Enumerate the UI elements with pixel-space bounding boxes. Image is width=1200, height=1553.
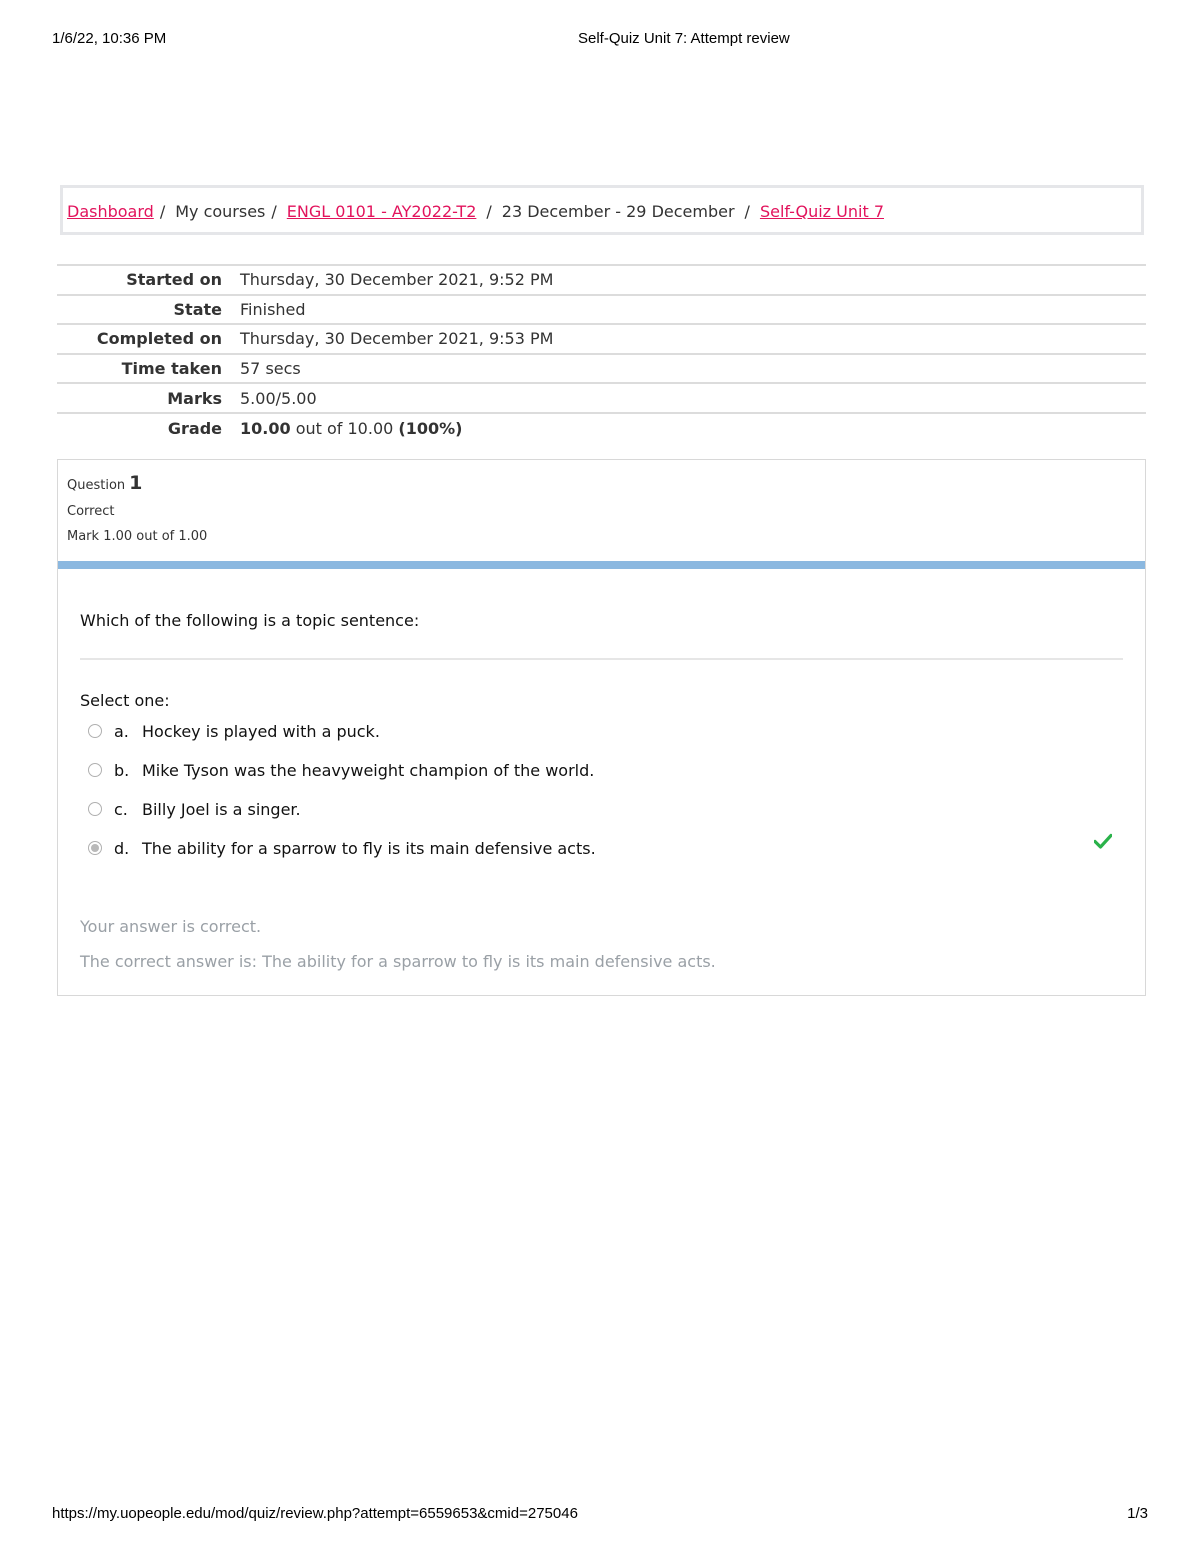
summary-label: Completed on xyxy=(57,324,240,354)
summary-label: Started on xyxy=(57,265,240,295)
breadcrumb-week: 23 December - 29 December xyxy=(501,202,735,221)
print-page-number: 1/3 xyxy=(1127,1505,1148,1522)
summary-row-grade xyxy=(57,413,1146,443)
answer-text: Mike Tyson was the heavyweight champion of the world. xyxy=(142,761,595,780)
select-one-prompt: Select one: xyxy=(80,691,170,710)
breadcrumb-container xyxy=(60,185,1144,235)
summary-row-started xyxy=(57,265,1146,295)
question-card xyxy=(57,459,1146,996)
question-label: Question xyxy=(67,478,126,493)
radio-button[interactable] xyxy=(88,802,102,816)
answer-text: Hockey is played with a puck. xyxy=(142,722,380,741)
print-date: 1/6/22, 10:36 PM xyxy=(52,30,167,47)
breadcrumb-dashboard-link[interactable]: Dashboard xyxy=(67,202,154,221)
summary-value: 57 secs xyxy=(240,354,1146,384)
question-mark: Mark 1.00 out of 1.00 xyxy=(67,529,208,544)
correct-check-icon xyxy=(1094,833,1112,849)
print-header xyxy=(0,30,1200,50)
print-page-title: Self-Quiz Unit 7: Attempt review xyxy=(578,30,790,47)
question-number-value: 1 xyxy=(129,472,143,494)
answer-letter: c. xyxy=(114,800,128,819)
summary-row-time-taken xyxy=(57,354,1146,384)
print-footer xyxy=(0,1505,1200,1525)
summary-label: Marks xyxy=(57,383,240,413)
summary-value: Thursday, 30 December 2021, 9:53 PM xyxy=(240,324,1146,354)
answer-text: The ability for a sparrow to fly is its main defensive acts. xyxy=(142,839,596,858)
breadcrumb-my-courses: My courses xyxy=(175,202,266,221)
breadcrumb-quiz-link[interactable]: Self-Quiz Unit 7 xyxy=(759,202,884,221)
question-number xyxy=(67,472,207,494)
breadcrumb-separator: / xyxy=(744,202,750,221)
breadcrumb-separator: / xyxy=(159,202,166,221)
grade-score: 10.00 xyxy=(240,418,291,438)
radio-button-selected[interactable] xyxy=(88,841,102,855)
answer-letter: d. xyxy=(114,839,130,858)
answer-letter: a. xyxy=(114,722,129,741)
feedback-result: Your answer is correct. xyxy=(80,917,262,936)
summary-label: Grade xyxy=(57,413,240,443)
print-url: https://my.uopeople.edu/mod/quiz/review.php?attempt=6559653&cmid=275046 xyxy=(52,1505,578,1522)
grade-out-of: out of 10.00 xyxy=(295,418,394,438)
radio-button[interactable] xyxy=(88,763,102,777)
summary-row-marks xyxy=(57,383,1146,413)
question-content xyxy=(58,561,1145,897)
summary-label: Time taken xyxy=(57,354,240,384)
summary-value: Thursday, 30 December 2021, 9:52 PM xyxy=(240,265,1146,295)
summary-row-completed xyxy=(57,324,1146,354)
grade-percent: (100%) xyxy=(398,418,463,438)
summary-row-state xyxy=(57,295,1146,325)
question-info xyxy=(67,472,207,554)
question-text: Which of the following is a topic sentence: xyxy=(80,611,420,630)
breadcrumb xyxy=(67,202,884,221)
radio-button[interactable] xyxy=(88,724,102,738)
feedback-correct-answer: The correct answer is: The ability for a sparrow to fly is its main defensive acts. xyxy=(80,952,716,971)
question-divider xyxy=(80,658,1123,660)
attempt-summary-table xyxy=(57,264,1146,443)
question-feedback xyxy=(58,897,1145,995)
breadcrumb-course-link[interactable]: ENGL 0101 - AY2022-T2 xyxy=(286,202,477,221)
answer-letter: b. xyxy=(114,761,130,780)
breadcrumb-separator: / xyxy=(271,202,277,221)
summary-value xyxy=(240,413,1146,443)
question-state: Correct xyxy=(67,504,115,519)
answer-text: Billy Joel is a singer. xyxy=(142,800,301,819)
summary-value: 5.00/5.00 xyxy=(240,383,1146,413)
summary-value: Finished xyxy=(240,295,1146,325)
summary-label: State xyxy=(57,295,240,325)
breadcrumb-separator: / xyxy=(486,202,492,221)
